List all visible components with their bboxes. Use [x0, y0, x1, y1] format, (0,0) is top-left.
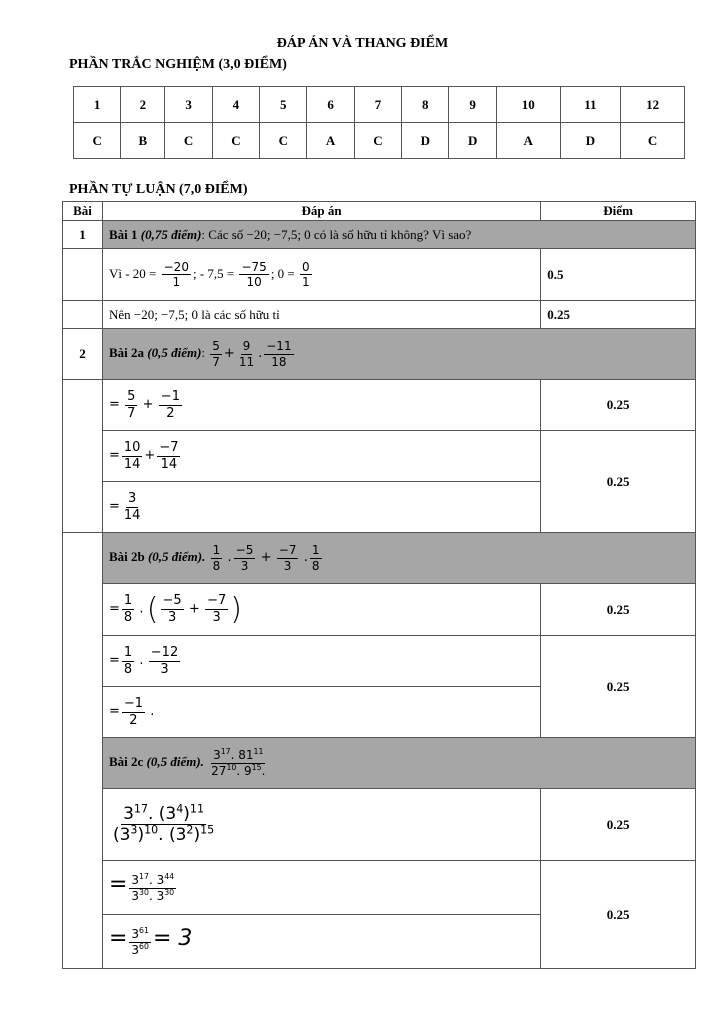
term: (3 [112, 825, 131, 845]
left-paren: ( [146, 592, 159, 627]
mc-answer-cell: D [449, 123, 496, 159]
q1-step1 [102, 249, 540, 301]
mc-answer-cell: C [212, 123, 259, 159]
frac-num: 10 [123, 439, 141, 455]
mc-question-number: 1 [74, 87, 121, 123]
q2a-label: Bài 2a [108, 344, 144, 360]
frac-num: −20 [163, 259, 189, 274]
exponent: 17 [133, 801, 148, 815]
mc-answer-table [73, 86, 685, 159]
exponent: 30 [164, 887, 175, 897]
q1-label: Bài 1 [108, 226, 138, 242]
period: . [261, 763, 266, 778]
mc-answer-cell: A [496, 123, 560, 159]
frac-den: 3 [283, 558, 292, 573]
essay-answer-table [62, 201, 696, 969]
q1-step1-row [63, 249, 696, 301]
q2a-step23-score: 0.25 [541, 431, 696, 533]
exponent: 17 [220, 747, 231, 757]
base: 3 [131, 888, 140, 903]
frac-den: 3 [167, 610, 177, 625]
exponent: 11 [253, 747, 264, 757]
base: 27 [211, 763, 227, 778]
mc-number-row [74, 87, 685, 123]
term: . 3 [148, 873, 165, 888]
q2b-prompt [102, 533, 695, 584]
frac-den: 1 [172, 275, 181, 289]
q2a-points: (0,5 điểm) [147, 344, 202, 360]
q1-step2: Nên −20; −7,5; 0 là các số hữu tỉ [102, 301, 540, 329]
base: 3 [213, 748, 221, 763]
frac-num: −1 [123, 695, 144, 711]
mc-answer-cell: D [402, 123, 449, 159]
operator: . [227, 549, 232, 565]
q1-number: 1 [63, 221, 103, 249]
equals: = [108, 396, 120, 412]
base: 3 [131, 873, 140, 888]
q1-step2-row [63, 301, 696, 329]
q2c-step1 [102, 789, 540, 861]
mc-answer-cell: D [560, 123, 621, 159]
exponent: 60 [139, 941, 149, 951]
mc-answer-cell: C [260, 123, 307, 159]
base: 3 [131, 942, 140, 957]
q2c-title-row [63, 738, 696, 789]
mc-question-number: 11 [560, 87, 621, 123]
exponent: 15 [200, 823, 215, 837]
table-header-row [63, 202, 696, 221]
frac-den: 14 [160, 456, 178, 472]
exponent: 17 [139, 872, 149, 882]
q1-step1-text-a: Vì - 20 = [108, 265, 157, 281]
operator: + [260, 549, 272, 565]
paren: ) [193, 825, 201, 845]
q2a-step3 [102, 482, 540, 533]
frac-num: −7 [278, 543, 297, 558]
q2a-title-row [63, 329, 696, 380]
operator: + [144, 447, 156, 463]
mc-question-number: 4 [212, 87, 259, 123]
base: 3 [131, 927, 140, 942]
frac-den: 3 [240, 558, 249, 573]
q2c-prompt [102, 738, 695, 789]
q2c-points: (0,5 điểm). [146, 753, 204, 769]
frac-den: 8 [123, 661, 133, 677]
frac-num: −7 [207, 593, 227, 609]
page-title: ĐÁP ÁN VÀ THANG ĐIỂM [276, 36, 449, 51]
exponent: 15 [251, 762, 262, 772]
frac-den: 7 [127, 405, 136, 421]
q1-prompt [102, 221, 695, 249]
mc-answer-cell: C [354, 123, 401, 159]
mc-question-number: 10 [496, 87, 560, 123]
paren: ) [137, 825, 145, 845]
frac-den: 14 [123, 507, 141, 523]
q2c-step2 [102, 861, 540, 915]
q2c-label: Bài 2c [108, 753, 144, 769]
frac-num: 1 [123, 644, 133, 660]
mc-answer-row [74, 123, 685, 159]
q2c-step23-score: 0.25 [541, 861, 696, 969]
frac-num: 1 [311, 543, 320, 558]
q2c-step3 [102, 915, 540, 969]
term: . 3 [148, 888, 165, 903]
exponent: 2 [186, 823, 194, 837]
frac-den: 3 [212, 610, 221, 625]
q2b-step2 [102, 636, 540, 687]
q1-title-row [63, 221, 696, 249]
right-paren: ) [230, 592, 242, 627]
q1-points: (0,75 điểm) [140, 226, 202, 242]
q1-step2-score: 0.25 [541, 301, 696, 329]
q2b-step1-row [63, 584, 696, 636]
frac-num: 3 [127, 490, 137, 506]
period: . [150, 703, 155, 719]
operator: . [139, 652, 144, 668]
frac-num: −5 [235, 543, 254, 558]
frac-den: 11 [238, 354, 255, 369]
frac-num: 0 [302, 259, 310, 274]
term: . (3 [158, 825, 187, 845]
frac-num: −11 [266, 339, 292, 354]
frac-den: 10 [246, 275, 262, 289]
q2a-colon: : [201, 344, 206, 360]
frac-num: −75 [241, 259, 267, 274]
header-bai: Bài [63, 202, 103, 221]
frac-num: 1 [212, 543, 221, 558]
frac-num: 5 [212, 339, 220, 354]
equals: = [108, 498, 120, 514]
mc-question-number: 6 [307, 87, 354, 123]
frac-den: 2 [166, 405, 175, 421]
mc-question-number: 7 [354, 87, 401, 123]
exponent: 30 [139, 887, 149, 897]
mc-answer-cell: C [74, 123, 121, 159]
frac-den: 14 [123, 456, 141, 472]
q2c-step1-row [63, 789, 696, 861]
exponent: 61 [139, 926, 149, 936]
equals: = [108, 447, 120, 463]
frac-num: 1 [123, 593, 133, 609]
q2c-step1-score: 0.25 [541, 789, 696, 861]
header-diem: Điểm [541, 202, 696, 221]
exponent: 4 [176, 801, 184, 815]
q2a-prompt [102, 329, 695, 380]
exponent: 44 [164, 872, 175, 882]
mc-answer-cell: C [621, 123, 685, 159]
frac-den: 8 [212, 558, 221, 573]
q2b-step3 [102, 687, 540, 738]
result: = 3 [152, 926, 193, 952]
q2a-step2-row [63, 431, 696, 482]
mc-question-number: 12 [621, 87, 685, 123]
q2b-step23-score: 0.25 [541, 636, 696, 738]
equals: = [108, 872, 128, 898]
q1-question: : Các số −20; −7,5; 0 có là số hữu tỉ không? Vì sao? [201, 226, 472, 242]
q1-step1-score: 0.5 [541, 249, 696, 301]
mc-question-number: 8 [402, 87, 449, 123]
frac-den: 2 [129, 712, 138, 728]
term: . (3 [147, 803, 177, 824]
operator: + [188, 601, 200, 617]
frac-num: 9 [242, 339, 251, 354]
exponent: 10 [226, 762, 237, 772]
frac-den: 8 [123, 610, 133, 625]
mc-question-number: 3 [165, 87, 212, 123]
mc-answer-cell: B [121, 123, 165, 159]
q1-step1-text-c: ; 0 = [270, 265, 295, 281]
mc-answer-cell: C [165, 123, 212, 159]
q2b-points: (0,5 điểm). [147, 548, 206, 564]
frac-den: 18 [271, 354, 287, 369]
q2a-step1 [102, 380, 540, 431]
operator: . [139, 601, 144, 617]
q2b-title-row [63, 533, 696, 584]
frac-den: 1 [302, 275, 310, 289]
exponent: 11 [189, 801, 204, 815]
equals: = [108, 926, 128, 952]
frac-den: 3 [160, 661, 169, 677]
mc-question-number: 5 [260, 87, 307, 123]
equals: = [108, 703, 120, 719]
q2c-step2-row [63, 861, 696, 915]
essay-section-title: PHẦN TỰ LUẬN (7,0 ĐIỂM) [69, 182, 248, 197]
equals: = [108, 601, 120, 617]
mc-section-title: PHẦN TRẮC NGHIỆM (3,0 ĐIỂM) [69, 57, 287, 72]
q2b-step1 [102, 584, 540, 636]
operator: . [258, 345, 263, 361]
frac-den: 8 [311, 558, 320, 573]
exponent: 10 [144, 823, 159, 837]
q2-number: 2 [63, 329, 103, 380]
frac-num: −1 [160, 388, 180, 404]
frac-num: −5 [162, 593, 182, 609]
header-dapan: Đáp án [102, 202, 540, 221]
frac-den: 7 [212, 354, 220, 369]
q2a-step2 [102, 431, 540, 482]
term: . 81 [230, 748, 254, 763]
q2a-step1-score: 0.25 [541, 380, 696, 431]
operator: + [142, 396, 154, 412]
operator: + [223, 345, 235, 361]
frac-num: −7 [159, 439, 179, 455]
operator: . [303, 549, 308, 565]
exponent: 3 [130, 823, 138, 837]
mc-question-number: 9 [449, 87, 496, 123]
mc-question-number: 2 [121, 87, 165, 123]
base: 3 [123, 803, 134, 824]
q2a-step1-row [63, 380, 696, 431]
paren: ) [183, 803, 190, 824]
q1-step1-text-b: ; - 7,5 = [192, 265, 235, 281]
q2b-step2-row [63, 636, 696, 687]
frac-num: −12 [150, 644, 179, 660]
equals: = [108, 652, 120, 668]
term: . 9 [236, 763, 252, 778]
frac-num: 5 [127, 388, 136, 404]
mc-answer-cell: A [307, 123, 354, 159]
q2b-step1-score: 0.25 [541, 584, 696, 636]
q2b-label: Bài 2b [108, 548, 145, 564]
